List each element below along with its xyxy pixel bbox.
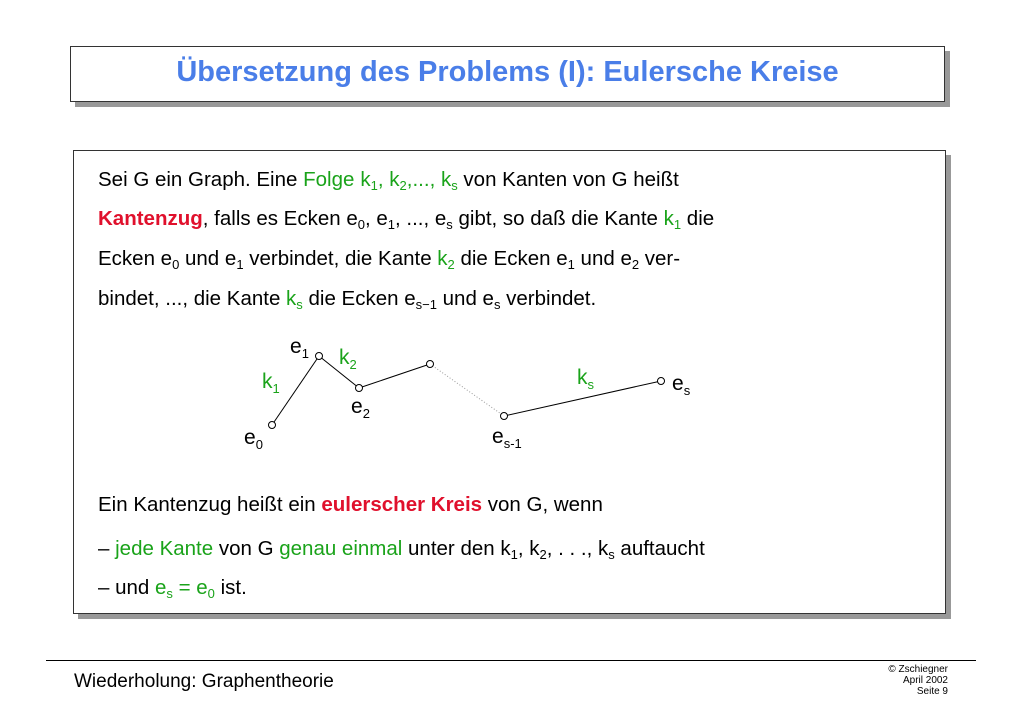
edge-k2: $k_2$	[437, 247, 455, 272]
content-box	[73, 150, 946, 614]
edge-3-line	[359, 364, 430, 388]
node-es	[658, 378, 665, 385]
label-k1: $k_1$	[262, 370, 280, 396]
edge-k1: $k_1$	[663, 207, 682, 232]
label-e2: $e_2$	[351, 395, 370, 421]
sequence-k: $k_1$, $k_2$,..., $k_s$	[360, 168, 458, 193]
node-e0	[269, 422, 276, 429]
footer-copyright: © Zschiegner	[888, 664, 948, 675]
graph-diagram	[74, 151, 945, 471]
text: Sei G ein Graph. Eine	[98, 168, 304, 191]
footer-meta	[888, 664, 948, 697]
euler-line-2: – jede Kante von G genau einmal unter den $k_1$, $k_2$, . . ., $k_s$ auftaucht	[98, 537, 705, 562]
footer-page: Seite 9	[916, 686, 948, 697]
term-genau-einmal: genau einmal	[279, 537, 403, 560]
edge-ks: $k_s$	[286, 287, 303, 312]
label-k2: $k_2$	[339, 346, 357, 372]
label-ks: $k_s$	[577, 366, 594, 392]
label-es-1: $e_{s-1}$	[492, 425, 522, 451]
term-eulerscher-kreis: eulerscher Kreis	[321, 493, 483, 516]
title-box	[70, 46, 945, 102]
euler-line-3: – und $e_s = e_0$ ist.	[98, 576, 247, 601]
equation-es-e0: $e_s = e_0$	[155, 576, 215, 601]
footer-topic: Wiederholung: Graphentheorie	[74, 671, 334, 692]
footer-divider	[46, 660, 976, 661]
dotted-path-line	[430, 364, 504, 416]
slide-title: Übersetzung des Problems (I): Eulersche Kreise	[176, 56, 839, 88]
footer-date: April 2002	[902, 675, 948, 686]
term-folge: Folge	[303, 168, 355, 191]
definition-line-2: Kantenzug, falls es Ecken $e_0$, $e_1$, ..., $e_s$ gibt, so daß die Kante $k_1$ die	[98, 207, 715, 232]
node-e2	[356, 385, 363, 392]
text: von Kanten von G heißt	[457, 168, 679, 191]
term-kantenzug: Kantenzug	[98, 207, 203, 230]
label-e1: $e_1$	[290, 335, 309, 361]
euler-line-1: Ein Kantenzug heißt ein eulerscher Kreis von G, wenn	[98, 493, 603, 516]
node-e3	[427, 361, 434, 368]
definition-line-4: bindet, ..., die Kante $k_s$ die Ecken $e_{s-1}$ und $e_s$ verbindet.	[98, 287, 597, 312]
definition-line-3: Ecken $e_0$ und $e_1$ verbindet, die Kante $k_2$ die Ecken $e_1$ und $e_2$ ver-	[98, 247, 681, 272]
node-e1	[316, 353, 323, 360]
label-e0: $e_0$	[244, 426, 263, 452]
term-jede-kante: jede Kante	[115, 537, 214, 560]
node-es-1	[501, 413, 508, 420]
label-es: $e_s$	[672, 372, 691, 398]
